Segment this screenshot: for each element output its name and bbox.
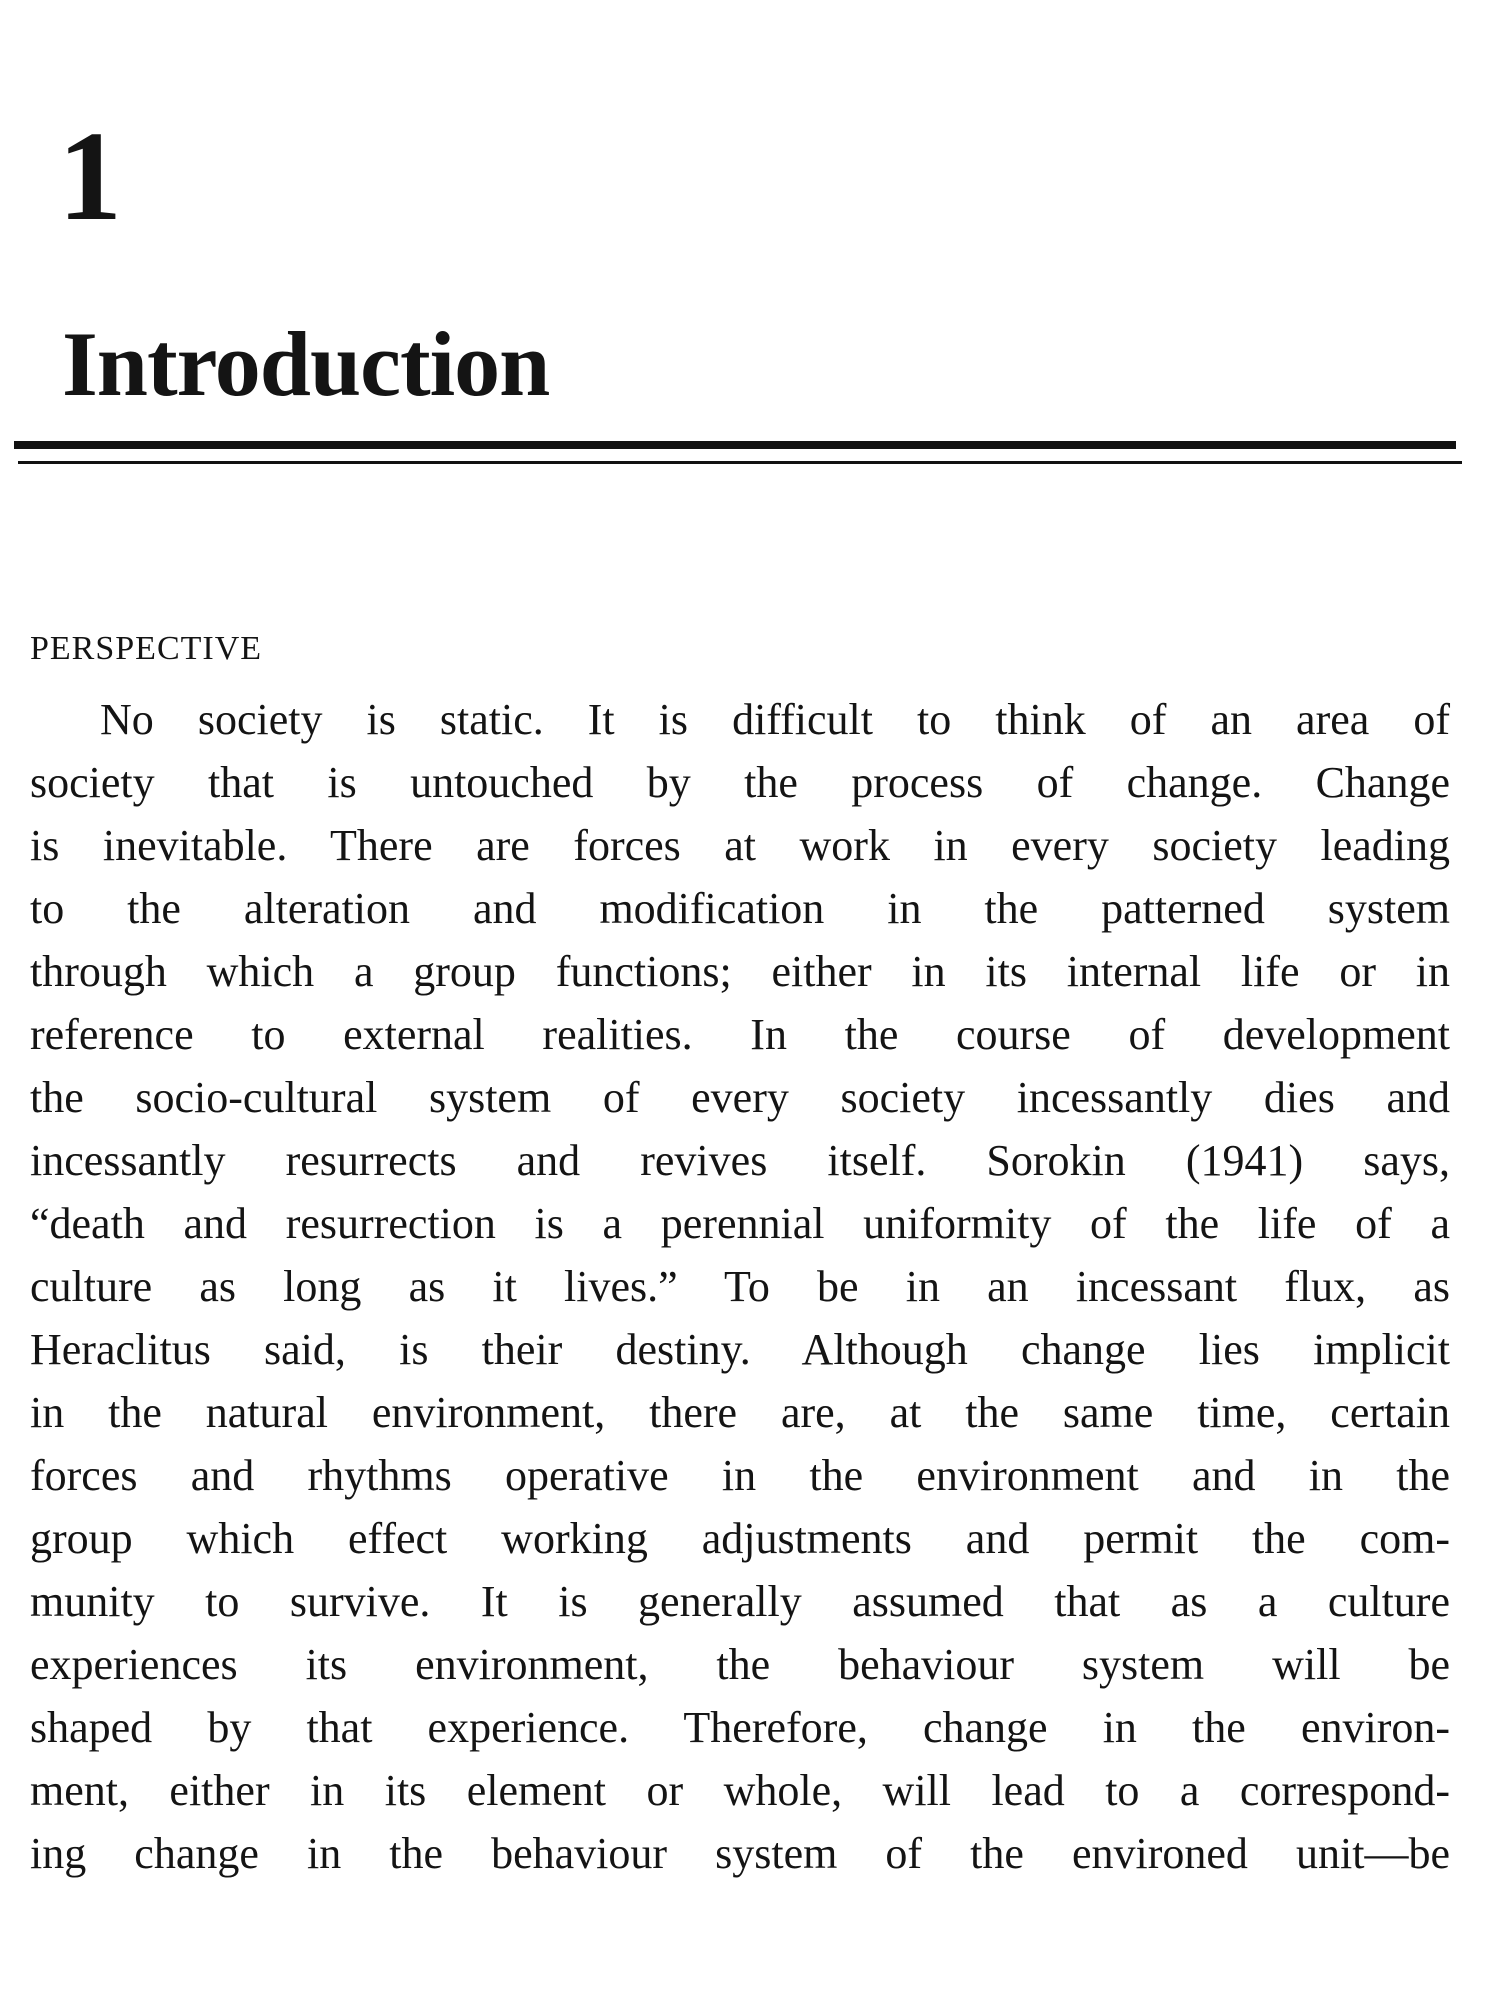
paragraph-line: the socio-cultural system of every society incessantly dies and xyxy=(30,1073,1450,1122)
paragraph-line: ment, either in its element or whole, will lead to a correspond- xyxy=(30,1766,1450,1815)
paragraph-line: society that is untouched by the process of change. Change xyxy=(30,758,1450,807)
paragraph-line: shaped by that experience. Therefore, change in the environ- xyxy=(30,1703,1450,1752)
paragraph-line: in the natural environment, there are, at the same time, certain xyxy=(30,1388,1450,1437)
heading-rule-thick xyxy=(14,441,1456,449)
paragraph-line: munity to survive. It is generally assumed that as a culture xyxy=(30,1577,1450,1626)
paragraph-line: No society is static. It is difficult to think of an area of xyxy=(100,695,1450,744)
chapter-title: Introduction xyxy=(62,313,550,415)
body-paragraph xyxy=(30,688,1450,1885)
chapter-number: 1 xyxy=(58,105,120,247)
paragraph-line: experiences its environment, the behaviour system will be xyxy=(30,1640,1450,1689)
paragraph-line: reference to external realities. In the course of development xyxy=(30,1010,1450,1059)
section-heading: PERSPECTIVE xyxy=(30,630,263,667)
heading-rule-thin xyxy=(18,461,1462,464)
paragraph-line: to the alteration and modification in the patterned system xyxy=(30,884,1450,933)
paragraph-line: incessantly resurrects and revives itself. Sorokin (1941) says, xyxy=(30,1136,1450,1185)
paragraph-line: ing change in the behaviour system of the environed unit—be xyxy=(30,1829,1450,1878)
paragraph-line: “death and resurrection is a perennial uniformity of the life of a xyxy=(30,1199,1450,1248)
paragraph-line: forces and rhythms operative in the environment and in the xyxy=(30,1451,1450,1500)
paragraph-line: Heraclitus said, is their destiny. Although change lies implicit xyxy=(30,1325,1450,1374)
paragraph-line: is inevitable. There are forces at work in every society leading xyxy=(30,821,1450,870)
paragraph-line: culture as long as it lives.” To be in an incessant flux, as xyxy=(30,1262,1450,1311)
paragraph-line: through which a group functions; either in its internal life or in xyxy=(30,947,1450,996)
paragraph-line: group which effect working adjustments and permit the com- xyxy=(30,1514,1450,1563)
